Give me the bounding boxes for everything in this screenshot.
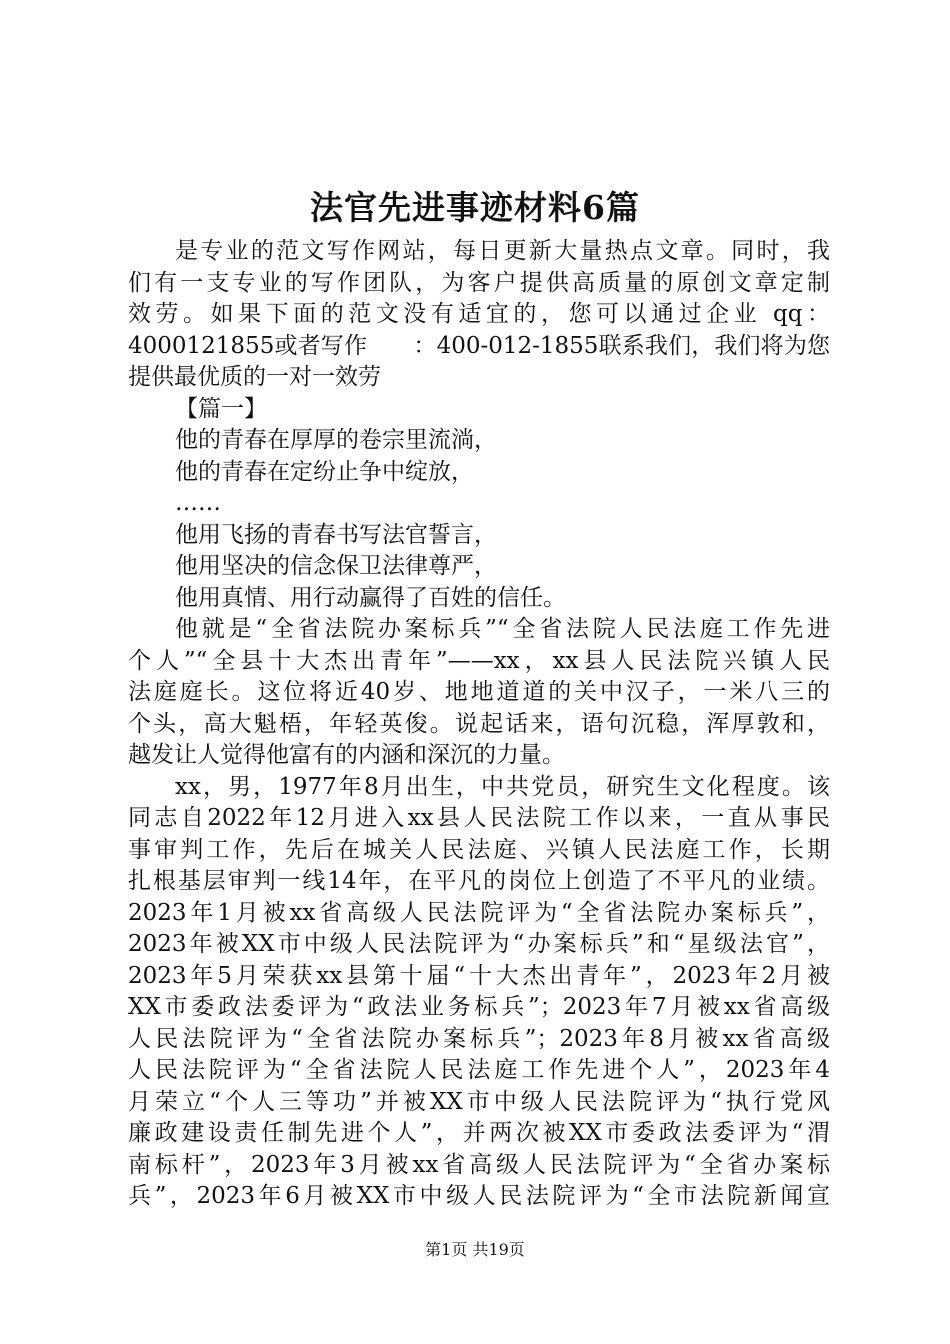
poem-line: 他用真情、用行动赢得了百姓的信任。 <box>175 584 566 611</box>
paragraph-line: 人民法院评为“全省法院人民法庭工作先进个人”，2023年4 <box>128 1057 830 1083</box>
paragraph-line: 月荣立“个人三等功”并被XX市中级人民法院评为“执行党风 <box>128 1088 830 1115</box>
paragraph-line: 南标杆”，2023年3月被xx省高级人民法院评为“全省办案标 <box>128 1151 830 1178</box>
paragraph-line: 扎根基层审判一线14年，在平凡的岗位上创造了不平凡的业绩。 <box>128 868 830 894</box>
intro-line: 是专业的范文写作网站，每日更新大量热点文章。同时，我 <box>175 238 830 264</box>
poem-line: 他用飞扬的青春书写法官誓言， <box>175 521 497 548</box>
intro-line: 们有一支专业的写作团队，为客户提供高质量的原创文章定制 <box>128 269 830 296</box>
intro-line: 提供最优质的一对一效劳 <box>128 364 381 390</box>
paragraph-line: 个头，高大魁梧，年轻英俊。说起话来，语句沉稳，浑厚敦和， <box>128 710 830 737</box>
document-title: 法官先进事迹材料6篇 <box>310 188 640 227</box>
paragraph-line: 他就是“全省法院办案标兵”“全省法院人民法庭工作先进 <box>175 616 830 642</box>
intro-line: 4000121855或者写作 ：400-012-1855联系我们，我们将为您 <box>128 332 830 359</box>
paragraph-line: 越发让人觉得他富有的内涵和深沉的力量。 <box>128 742 565 768</box>
paragraph-line: 兵”，2023年6月被XX市中级人民法院评为“全市法院新闻宣 <box>128 1183 830 1209</box>
poem-ellipsis: …… <box>175 490 221 516</box>
paragraph-line: 2023年5月荣获xx县第十届“十大杰出青年”，2023年2月被 <box>128 962 830 989</box>
paragraph-line: 个人”“全县十大杰出青年”——xx，xx县人民法院兴镇人民 <box>128 647 830 674</box>
paragraph-line: xx，男，1977年8月出生，中共党员，研究生文化程度。该 <box>175 773 830 800</box>
paragraph-line: 2023年被XX市中级人民法院评为“办案标兵”和“星级法官”， <box>128 931 830 957</box>
poem-line: 他的青春在厚厚的卷宗里流淌， <box>175 427 497 453</box>
poem-line: 他的青春在定纷止争中绽放， <box>175 458 474 485</box>
poem-line: 他用坚决的信念保卫法律尊严， <box>175 553 497 579</box>
paragraph-line: 法庭庭长。这位将近40岁、地地道道的关中汉子，一米八三的 <box>128 679 830 705</box>
page-number-footer: 第1页 共19页 <box>425 1240 525 1259</box>
paragraph-line: 事审判工作，先后在城关人民法庭、兴镇人民法庭工作，长期 <box>128 836 830 863</box>
paragraph-line: 人民法院评为“全省法院办案标兵”；2023年8月被xx省高级 <box>128 1025 830 1052</box>
paragraph-line: 2023年1月被xx省高级人民法院评为“全省法院办案标兵”， <box>128 899 830 926</box>
section-heading: 【篇一】 <box>175 395 267 422</box>
document-body <box>128 236 830 1213</box>
paragraph-line: XX市委政法委评为“政法业务标兵”；2023年7月被xx省高级 <box>128 994 830 1020</box>
paragraph-line: 廉政建设责任制先进个人”，并两次被XX市委政法委评为“渭 <box>128 1120 830 1146</box>
intro-line: 效劳。如果下面的范文没有适宜的，您可以通过企业 qq： <box>128 301 830 327</box>
paragraph-line: 同志自2022年12月进入xx县人民法院工作以来，一直从事民 <box>128 805 830 831</box>
